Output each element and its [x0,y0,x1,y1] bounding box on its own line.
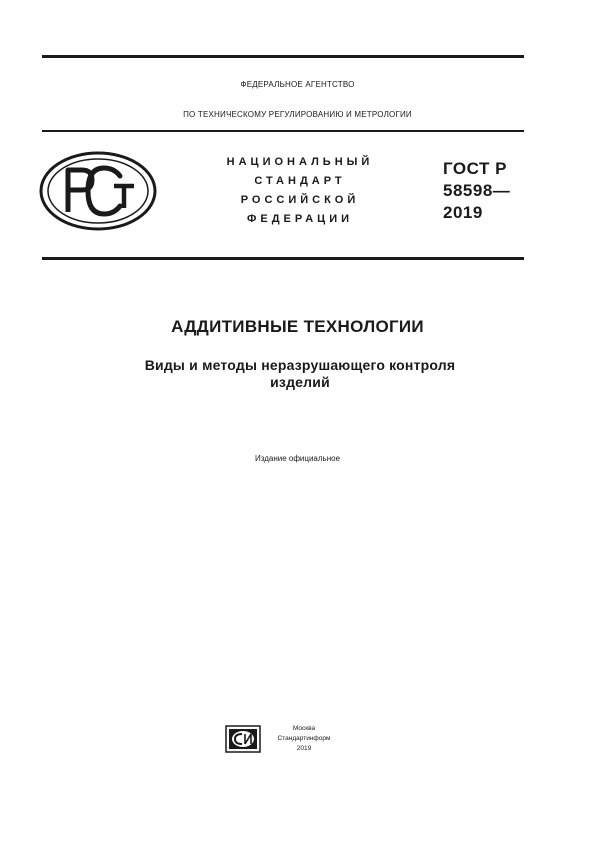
header-bottom-rule [42,257,524,260]
header-divider [42,130,524,132]
national-line: ФЕДЕРАЦИИ [246,213,354,225]
standard-code-line: ГОСТ Р [443,159,507,178]
document-title: АДДИТИВНЫЕ ТЕХНОЛОГИИ [171,317,424,336]
national-line: НАЦИОНАЛЬНЫЙ [226,156,374,168]
national-standard-label [210,153,390,229]
national-line: РОССИЙСКОЙ [240,194,360,206]
publisher-logo-icon [225,725,261,753]
subtitle-line: изделий [270,374,330,390]
gost-emblem-icon [38,150,158,232]
publisher-info [262,724,346,754]
agency-line-1: ФЕДЕРАЛЬНОЕ АГЕНТСТВО [240,80,355,89]
standard-code-line: 2019 [443,203,483,222]
document-subtitle [100,357,500,391]
national-line: СТАНДАРТ [254,175,346,187]
edition-label: Издание официальное [254,454,341,463]
publisher-city: Москва [292,725,316,732]
standard-code-line: 58598— [443,181,511,200]
publisher-year: 2019 [296,745,312,752]
standard-number [443,158,510,224]
agency-line-2: ПО ТЕХНИЧЕСКОМУ РЕГУЛИРОВАНИЮ И МЕТРОЛОГИИ [183,110,412,119]
subtitle-line: Виды и методы неразрушающего контроля [144,357,456,373]
publisher-name: Стандартинформ [277,735,331,742]
top-rule [42,55,524,58]
